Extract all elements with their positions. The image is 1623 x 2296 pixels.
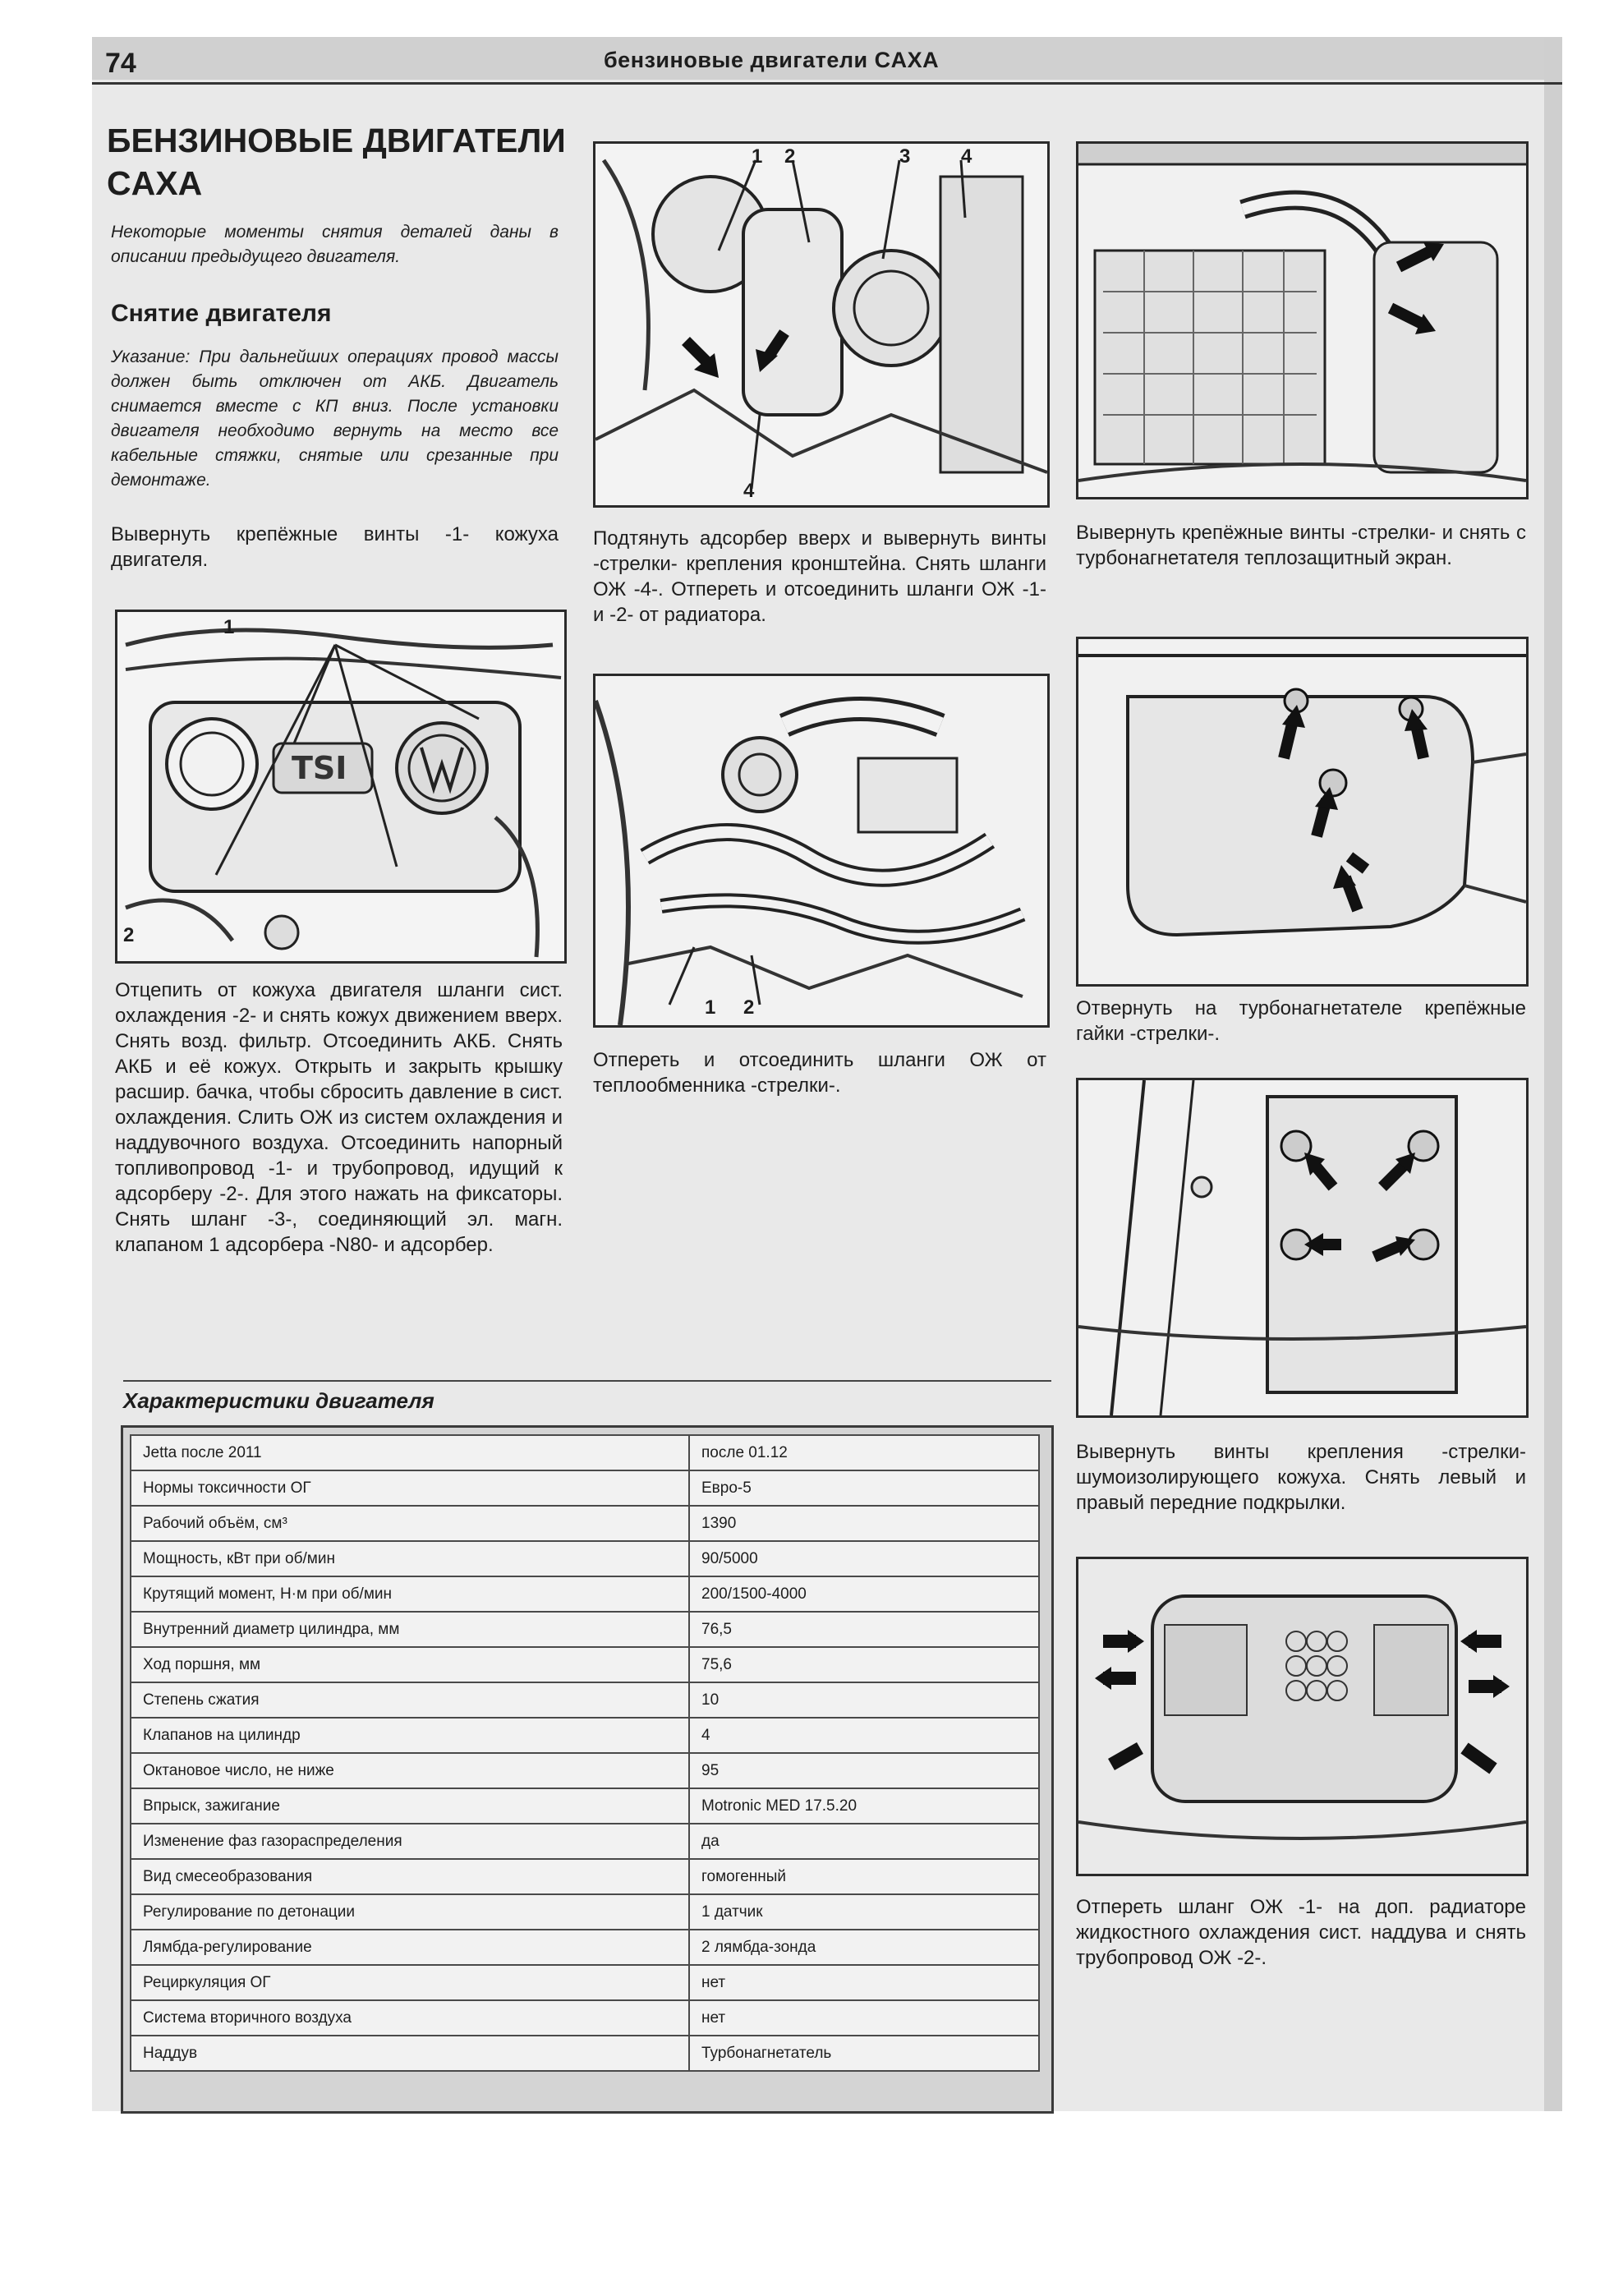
spec-parameter: Наддув — [131, 2036, 689, 2071]
spec-value: Motronic MED 17.5.20 — [689, 1788, 1039, 1824]
table-row — [131, 1647, 1039, 1682]
fig2-label-1: 1 — [752, 145, 763, 168]
section-heading: Снятие двигателя — [111, 300, 332, 327]
spec-parameter: Лямбда-регулирование — [131, 1930, 689, 1965]
spec-value: 90/5000 — [689, 1541, 1039, 1576]
svg-text:TSI: TSI — [292, 750, 347, 786]
table-row — [131, 1788, 1039, 1824]
spec-value: после 01.12 — [689, 1435, 1039, 1470]
title-line-2: CAXA — [107, 164, 203, 202]
step7-text: Вывернуть винты крепления -стрелки- шумоизолирующего кожуха. Снять левый и правый передние подкрылки. — [1076, 1441, 1526, 1514]
fig1-label-1: 1 — [223, 616, 235, 638]
table-row — [131, 2000, 1039, 2036]
heat-shield-drawing — [1078, 144, 1526, 497]
turbo-nuts-drawing — [1078, 639, 1526, 984]
engine-cover-drawing — [117, 612, 564, 961]
spec-parameter: Мощность, кВт при об/мин — [131, 1541, 689, 1576]
table-row — [131, 1612, 1039, 1647]
spec-parameter: Вид смесеобразования — [131, 1859, 689, 1894]
radiator-drawing — [1078, 1559, 1526, 1874]
table-row — [131, 1506, 1039, 1541]
step6-text: Отвернуть на турбонагнетателе крепёжные гайки -стрелки-. — [1076, 997, 1526, 1045]
noise-shield-drawing — [1078, 1080, 1526, 1415]
adsorber-drawing — [595, 144, 1047, 505]
specs-table — [121, 1425, 1054, 2114]
spec-parameter: Рабочий объём, см³ — [131, 1506, 689, 1541]
noise-shield-figure — [1076, 1078, 1529, 1418]
fig3-label-2: 2 — [743, 996, 755, 1019]
page-edge-shadow — [1544, 37, 1562, 2111]
step2-text: Отцепить от кожуха двигателя шланги сист. охлаждения -2- и снять кожух движением вверх. Снять возд. фильтр. Отсоединить АКБ. Снять АКБ и её кожух. Открыть и закрыть крышку расшир. бачка, чтобы сбросить давление в сист. охлаждения. Слить ОЖ из систем охлаждения и наддувочного воздуха. Отсоединить напорный топливопровод -1- и трубопровод, идущий к адсорберу -2-. Для этого нажать на фиксаторы. Снять шланг -3-, соединяющий эл. магн. клапаном 1 адсорбера -N80- и адсорбер. — [115, 979, 563, 1256]
title-line-1: БЕНЗИНОВЫЕ ДВИГАТЕЛИ — [107, 122, 566, 159]
spec-value: 10 — [689, 1682, 1039, 1718]
table-row — [131, 1718, 1039, 1753]
step8-text: Отпереть шланг ОЖ -1- на доп. радиаторе жидкостного охлаждения сист. наддува и снять трубопровод ОЖ -2-. — [1076, 1896, 1526, 1969]
table-row — [131, 1435, 1039, 1470]
spec-value: 1 датчик — [689, 1894, 1039, 1930]
spec-parameter: Впрыск, зажигание — [131, 1788, 689, 1824]
table-row — [131, 1894, 1039, 1930]
spec-parameter: Система вторичного воздуха — [131, 2000, 689, 2036]
spec-value: 2 лямбда-зонда — [689, 1930, 1039, 1965]
spec-value: гомогенный — [689, 1859, 1039, 1894]
table-row — [131, 2036, 1039, 2071]
turbo-nuts-figure — [1076, 637, 1529, 987]
table-row — [131, 1859, 1039, 1894]
spec-value: Евро-5 — [689, 1470, 1039, 1506]
heat-exchanger-figure — [593, 674, 1050, 1028]
spec-value: 1390 — [689, 1506, 1039, 1541]
spec-value: 75,6 — [689, 1647, 1039, 1682]
table-row — [131, 1470, 1039, 1506]
table-row — [131, 1576, 1039, 1612]
note-text: Указание: При дальнейших операциях провод массы должен быть отключен от АКБ. Двигатель снимается вместе с КП вниз. После установки двигателя необходимо вернуть на место все кабельные стяжки, снятые или срезанные при демонтаже. — [111, 347, 559, 490]
engine-cover-figure — [115, 610, 567, 964]
fig2-label-4: 4 — [961, 145, 972, 168]
table-rule — [123, 1380, 1051, 1382]
table-row — [131, 1824, 1039, 1859]
step5-text: Вывернуть крепёжные винты -стрелки- и снять с турбонагнетателя теплозащитный экран. — [1076, 522, 1526, 569]
step1-text: Вывернуть крепёжные винты -1- кожуха двигателя. — [111, 523, 559, 571]
fig1-label-2: 2 — [123, 924, 135, 946]
spec-parameter: Внутренний диаметр цилиндра, мм — [131, 1612, 689, 1647]
spec-value: 200/1500-4000 — [689, 1576, 1039, 1612]
step3-text: Подтянуть адсорбер вверх и вывернуть винты -стрелки- крепления кронштейна. Снять шланги ОЖ -4-. Отпереть и отсоединить шланги ОЖ -1- и -2- от радиатора. — [593, 527, 1046, 626]
table-row — [131, 1541, 1039, 1576]
spec-parameter: Октановое число, не ниже — [131, 1753, 689, 1788]
table-row — [131, 1930, 1039, 1965]
fig3-label-1: 1 — [705, 996, 716, 1019]
heat-shield-figure — [1076, 141, 1529, 499]
radiator-figure — [1076, 1557, 1529, 1876]
spec-value: нет — [689, 2000, 1039, 2036]
step4-text: Отпереть и отсоединить шланги ОЖ от теплообменника -стрелки-. — [593, 1049, 1046, 1097]
heat-exchanger-drawing — [595, 676, 1047, 1025]
page-title — [107, 119, 566, 205]
spec-parameter: Регулирование по детонации — [131, 1894, 689, 1930]
table-row — [131, 1753, 1039, 1788]
spec-value: Турбонагнетатель — [689, 2036, 1039, 2071]
intro-text: Некоторые моменты снятия деталей даны в описании предыдущего двигателя. — [111, 223, 559, 266]
spec-parameter: Jetta после 2011 — [131, 1435, 689, 1470]
fig2-label-3: 3 — [899, 145, 911, 168]
specs-table-title: Характеристики двигателя — [123, 1388, 434, 1413]
spec-value: да — [689, 1824, 1039, 1859]
spec-value: 95 — [689, 1753, 1039, 1788]
spec-parameter: Нормы токсичности ОГ — [131, 1470, 689, 1506]
spec-value: 4 — [689, 1718, 1039, 1753]
running-title: бензиновые двигатели CAXA — [604, 48, 940, 72]
spec-parameter: Ход поршня, мм — [131, 1647, 689, 1682]
table-row — [131, 1682, 1039, 1718]
fig2-label-4-bottom: 4 — [743, 480, 755, 502]
spec-parameter: Клапанов на цилиндр — [131, 1718, 689, 1753]
spec-value: нет — [689, 1965, 1039, 2000]
fig2-label-2: 2 — [784, 145, 796, 168]
header-rule — [92, 82, 1562, 85]
spec-parameter: Изменение фаз газораспределения — [131, 1824, 689, 1859]
spec-parameter: Крутящий момент, Н·м при об/мин — [131, 1576, 689, 1612]
adsorber-figure — [593, 141, 1050, 508]
spec-value: 76,5 — [689, 1612, 1039, 1647]
spec-parameter: Степень сжатия — [131, 1682, 689, 1718]
table-row — [131, 1965, 1039, 2000]
page-number: 74 — [105, 48, 136, 79]
spec-parameter: Рециркуляция ОГ — [131, 1965, 689, 2000]
